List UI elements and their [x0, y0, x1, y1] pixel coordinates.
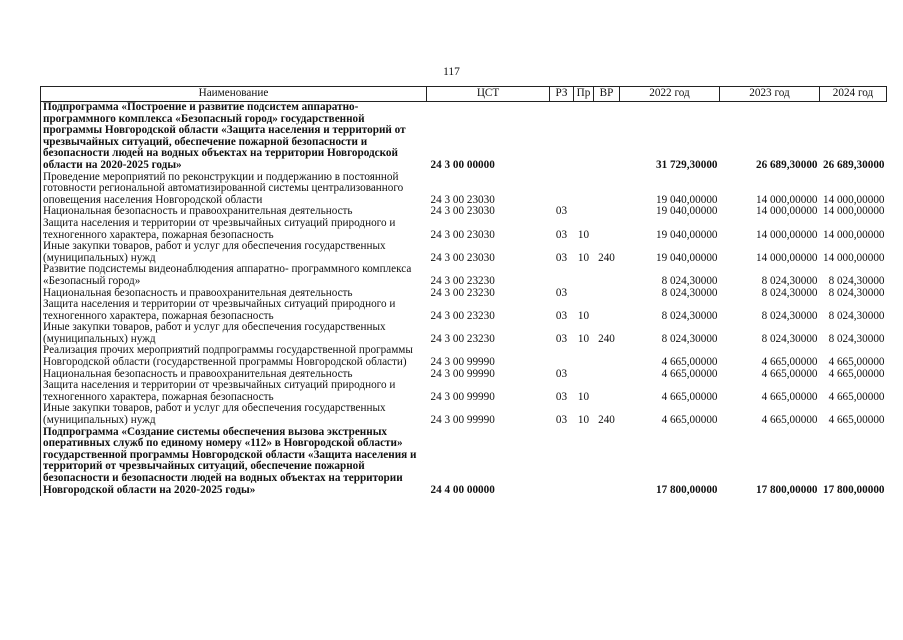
cell-vr — [594, 345, 620, 368]
cell-pr — [574, 369, 594, 381]
cell-2022: 4 665,00000 — [661, 356, 718, 369]
cell-2024: 8 024,30000 — [828, 332, 885, 345]
table-body — [41, 102, 887, 497]
cell-2022: 19 040,00000 — [655, 228, 718, 241]
cell-name: Иные закупки товаров, работ и услуг для обеспечения государственных (муниципальных) нужд — [41, 322, 427, 345]
cell-2022: 8 024,30000 — [661, 274, 718, 287]
cell-2024: 4 665,00000 — [828, 390, 885, 403]
header-rz: РЗ — [550, 87, 574, 102]
cell-cst: 24 3 00 23030 — [430, 228, 495, 241]
cell-pr: 10 — [577, 332, 590, 345]
cell-vr — [594, 288, 620, 300]
cell-2022: 31 729,30000 — [655, 158, 718, 171]
header-pr: Пр — [574, 87, 594, 102]
cell-2022: 19 040,00000 — [655, 205, 718, 218]
cell-name: Защита населения и территории от чрезвычайных ситуаций природного и техногенного характера, пожарная безопасность — [41, 218, 427, 241]
cell-2022: 4 665,00000 — [661, 367, 718, 380]
cell-cst: 24 4 00 00000 — [430, 483, 495, 496]
cell-vr: 240 — [598, 332, 615, 345]
table-row — [41, 345, 887, 368]
cell-rz: 03 — [555, 251, 568, 264]
cell-2022: 19 040,00000 — [655, 193, 718, 206]
cell-2024: 14 000,00000 — [822, 193, 885, 206]
table-row — [41, 299, 887, 322]
header-cst: ЦСТ — [427, 87, 550, 102]
cell-cst: 24 3 00 23230 — [430, 274, 495, 287]
cell-2023: 8 024,30000 — [761, 286, 818, 299]
table-row — [41, 102, 887, 172]
cell-2024: 8 024,30000 — [828, 274, 885, 287]
budget-table — [40, 86, 887, 496]
cell-rz — [550, 172, 574, 207]
cell-cst: 24 3 00 00000 — [430, 158, 495, 171]
cell-2023: 17 800,00000 — [755, 483, 818, 496]
cell-cst: 24 3 00 99990 — [430, 414, 495, 427]
header-2023: 2023 год — [720, 87, 820, 102]
cell-2022: 17 800,00000 — [655, 483, 718, 496]
cell-2024: 14 000,00000 — [822, 228, 885, 241]
cell-rz: 03 — [555, 367, 568, 380]
table-row — [41, 172, 887, 207]
page-number: 117 — [443, 66, 460, 78]
cell-name: Подпрограмма «Создание системы обеспечения вызова экстренных оперативных служб по единому номеру «112» в Новгородской области» государственной программы Новгородской области «Защита населения и территорий от чрезвычайных ситуаций, обеспечение пожарной безопасности и безопасности людей на водных объектах на территории Новгородской области на 2020-2025 годы» — [41, 427, 427, 497]
cell-2024: 14 000,00000 — [822, 251, 885, 264]
cell-pr — [574, 288, 594, 300]
cell-pr: 10 — [577, 251, 590, 264]
cell-vr: 240 — [598, 251, 615, 264]
cell-pr — [574, 206, 594, 218]
cell-name: Проведение мероприятий по реконструкции и поддержанию в постоянной готовности региональной автоматизированной системы централизованного оповещения населения Новгородской области — [41, 172, 427, 207]
cell-rz: 03 — [555, 414, 568, 427]
cell-2024: 4 665,00000 — [828, 414, 885, 427]
cell-2022: 8 024,30000 — [661, 286, 718, 299]
cell-cst: 24 3 00 23230 — [430, 309, 495, 322]
header-row — [41, 87, 887, 102]
cell-pr: 10 — [577, 309, 590, 322]
cell-pr: 10 — [577, 228, 590, 241]
cell-vr — [594, 380, 620, 403]
cell-2023: 14 000,00000 — [755, 251, 818, 264]
cell-2022: 8 024,30000 — [661, 332, 718, 345]
cell-rz — [550, 102, 574, 172]
header-2024: 2024 год — [820, 87, 887, 102]
cell-2024: 17 800,00000 — [822, 483, 885, 496]
cell-rz: 03 — [555, 286, 568, 299]
cell-name: Иные закупки товаров, работ и услуг для обеспечения государственных (муниципальных) нужд — [41, 241, 427, 264]
header-vr: ВР — [594, 87, 620, 102]
cell-2024: 4 665,00000 — [828, 356, 885, 369]
header-name: Наименование — [41, 87, 427, 102]
cell-vr: 240 — [598, 414, 615, 427]
cell-2023: 8 024,30000 — [761, 274, 818, 287]
cell-rz — [550, 345, 574, 368]
cell-name: Национальная безопасность и правоохранительная деятельность — [41, 369, 427, 381]
cell-vr — [594, 264, 620, 287]
cell-pr — [574, 427, 594, 497]
cell-cst: 24 3 00 99990 — [430, 356, 495, 369]
cell-2022: 4 665,00000 — [661, 390, 718, 403]
cell-cst: 24 3 00 99990 — [430, 390, 495, 403]
cell-rz: 03 — [555, 390, 568, 403]
cell-cst: 24 3 00 23230 — [430, 286, 495, 299]
cell-vr — [594, 369, 620, 381]
cell-name: Защита населения и территории от чрезвычайных ситуаций природного и техногенного характера, пожарная безопасность — [41, 380, 427, 403]
cell-2023: 4 665,00000 — [761, 367, 818, 380]
cell-2024: 8 024,30000 — [828, 309, 885, 322]
table-row — [41, 218, 887, 241]
cell-vr — [594, 172, 620, 207]
cell-name: Защита населения и территории от чрезвычайных ситуаций природного и техногенного характера, пожарная безопасность — [41, 299, 427, 322]
cell-vr — [594, 218, 620, 241]
cell-2023: 8 024,30000 — [761, 309, 818, 322]
table-row — [41, 380, 887, 403]
cell-2023: 4 665,00000 — [761, 390, 818, 403]
cell-rz: 03 — [555, 228, 568, 241]
cell-2023: 4 665,00000 — [761, 356, 818, 369]
cell-pr — [574, 102, 594, 172]
cell-2022: 19 040,00000 — [655, 251, 718, 264]
cell-cst: 24 3 00 23230 — [430, 332, 495, 345]
cell-pr: 10 — [577, 414, 590, 427]
cell-name: Иные закупки товаров, работ и услуг для обеспечения государственных (муниципальных) нужд — [41, 403, 427, 426]
cell-2024: 8 024,30000 — [828, 286, 885, 299]
table-row — [41, 322, 887, 345]
cell-2024: 4 665,00000 — [828, 367, 885, 380]
table-row — [41, 427, 887, 497]
cell-rz: 03 — [555, 205, 568, 218]
cell-name: Национальная безопасность и правоохранительная деятельность — [41, 206, 427, 218]
cell-pr: 10 — [577, 390, 590, 403]
cell-2023: 26 689,30000 — [755, 158, 818, 171]
cell-vr — [594, 102, 620, 172]
table-row — [41, 241, 887, 264]
cell-cst: 24 3 00 23030 — [430, 205, 495, 218]
cell-2023: 14 000,00000 — [755, 228, 818, 241]
cell-2023: 14 000,00000 — [755, 193, 818, 206]
cell-vr — [594, 206, 620, 218]
cell-name: Национальная безопасность и правоохранительная деятельность — [41, 288, 427, 300]
cell-2022: 4 665,00000 — [661, 414, 718, 427]
cell-2023: 4 665,00000 — [761, 414, 818, 427]
cell-rz: 03 — [555, 332, 568, 345]
header-2022: 2022 год — [620, 87, 720, 102]
cell-rz: 03 — [555, 309, 568, 322]
cell-pr — [574, 264, 594, 287]
cell-2023: 14 000,00000 — [755, 205, 818, 218]
cell-rz — [550, 427, 574, 497]
cell-cst: 24 3 00 23030 — [430, 251, 495, 264]
cell-vr — [594, 299, 620, 322]
cell-2024: 14 000,00000 — [822, 205, 885, 218]
cell-cst: 24 3 00 23030 — [430, 193, 495, 206]
table-row — [41, 264, 887, 287]
cell-vr — [594, 427, 620, 497]
table-header — [41, 87, 887, 102]
cell-2024: 26 689,30000 — [822, 158, 885, 171]
table-row — [41, 403, 887, 426]
cell-2022: 8 024,30000 — [661, 309, 718, 322]
cell-name: Развитие подсистемы видеонаблюдения аппаратно- программного комплекса «Безопасный город» — [41, 264, 427, 287]
cell-rz — [550, 264, 574, 287]
cell-2023: 8 024,30000 — [761, 332, 818, 345]
cell-pr — [574, 172, 594, 207]
cell-name: Подпрограмма «Построение и развитие подсистем аппаратно-программного комплекса «Безопасный город» государственной программы Новгородской области «Защита населения и территорий от чрезвычайных ситуаций, обеспечение пожарной безопасности и безопасности людей на водных объектах на территории Новгородской области на 2020-2025 годы» — [41, 102, 427, 172]
cell-name: Реализация прочих мероприятий подпрограммы государственной программы Новгородской области (государственной программы Новгородской области) — [41, 345, 427, 368]
cell-cst: 24 3 00 99990 — [430, 367, 495, 380]
cell-pr — [574, 345, 594, 368]
